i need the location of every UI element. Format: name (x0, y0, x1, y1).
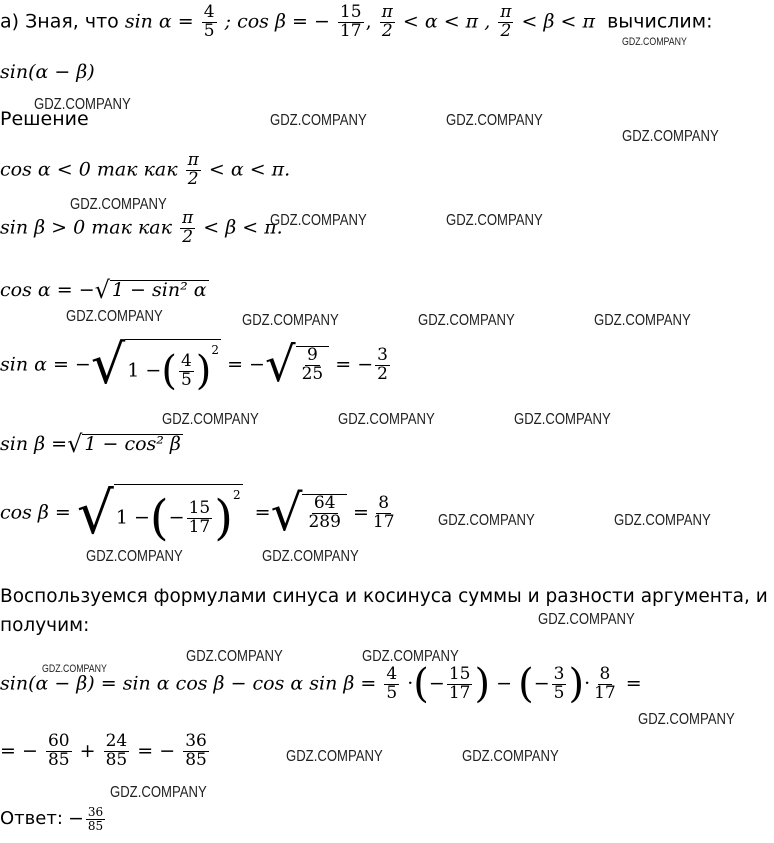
watermark: GDZ.COMPANY (42, 663, 107, 675)
answer-line: Ответ: − $\frac{36}{85}$ (0, 805, 104, 833)
watermark: GDZ.COMPANY (446, 212, 543, 229)
watermark: GDZ.COMPANY (594, 312, 691, 329)
watermark: GDZ.COMPANY (270, 212, 367, 229)
condition-tail: вычислим: (607, 10, 713, 33)
watermark: GDZ.COMPANY (622, 36, 687, 48)
solution-heading: Решение (0, 108, 89, 130)
watermark: GDZ.COMPANY (110, 784, 207, 801)
sin-alpha-calculation: sin α = −√ 1 −( $\frac{4}{5}$ )$^2$ = −√ $\frac{9}{25}$ = − $\frac{3}{2}$ (0, 333, 388, 396)
watermark: GDZ.COMPANY (242, 312, 339, 329)
watermark: GDZ.COMPANY (446, 112, 543, 129)
sin-alpha-expr: sin α = (124, 10, 194, 33)
watermark: GDZ.COMPANY (514, 411, 611, 428)
paragraph-line-2: получим: (0, 615, 90, 636)
cos-alpha-formula: cos α = −√ 1 − sin² α (0, 276, 207, 304)
watermark: GDZ.COMPANY (614, 512, 711, 529)
cond1-fraction: $\frac{\pi}{2}$ (381, 2, 393, 41)
cos-alpha-sign-line: cos α < 0 так как $\frac{\pi}{2}$ < α < π. (0, 150, 291, 189)
watermark: GDZ.COMPANY (70, 196, 167, 213)
cos-beta-calculation: cos β = √ 1 −(− $\frac{15}{17}$ )$^2$ =√ $\frac{64}{289}$ = $\frac{8}{17}$ (0, 479, 395, 547)
watermark: GDZ.COMPANY (186, 648, 283, 665)
watermark: GDZ.COMPANY (462, 748, 559, 765)
watermark: GDZ.COMPANY (34, 96, 131, 113)
watermark: GDZ.COMPANY (270, 112, 367, 129)
watermark: GDZ.COMPANY (86, 548, 183, 565)
cond2-rest: < β < π (521, 10, 595, 33)
paragraph-line-1: Воспользуемся формулами синуса и косинуса суммы и разности аргумента, и (0, 586, 768, 607)
sin-alpha-fraction: $\frac{4}{5}$ (203, 2, 215, 41)
cond2-fraction: $\frac{\pi}{2}$ (500, 2, 512, 41)
condition-line: а) Зная, что sin α = $\frac{4}{5}$ ; cos β = − $\frac{15}{17}$ , $\frac{\pi}{2}$ < α < π , $\frac{\pi}{2}$ < β < π вычислим: (0, 2, 713, 41)
watermark: GDZ.COMPANY (622, 128, 719, 145)
watermark: GDZ.COMPANY (438, 512, 535, 529)
final-sum: = − $\frac{60}{85}$ + $\frac{24}{85}$ = − $\frac{36}{85}$ (0, 731, 207, 770)
watermark: GDZ.COMPANY (338, 411, 435, 428)
answer-label: Ответ: (0, 808, 63, 830)
cond1-rest: < α < π , (402, 10, 491, 33)
watermark: GDZ.COMPANY (162, 411, 259, 428)
cos-beta-fraction: $\frac{15}{17}$ (339, 2, 362, 41)
watermark: GDZ.COMPANY (638, 711, 735, 728)
watermark: GDZ.COMPANY (286, 748, 383, 765)
target-expression: sin(α − β) (0, 61, 95, 83)
sin-beta-formula: sin β =√ 1 − cos² β (0, 430, 181, 458)
final-expression: sin(α − β) = sin α cos β − cos α sin β = $\frac{4}{5}$ ·(− $\frac{15}{17}$ ) − (− $\frac{3}{5}$ )· $\frac{8}{17}$ = (0, 661, 642, 707)
condition-label: а) Зная, что (0, 10, 119, 33)
watermark: GDZ.COMPANY (362, 648, 459, 665)
watermark: GDZ.COMPANY (66, 308, 163, 325)
watermark: GDZ.COMPANY (262, 548, 359, 565)
sin-beta-sign-line: sin β > 0 так как $\frac{\pi}{2}$ < β < π. (0, 208, 283, 247)
watermark: GDZ.COMPANY (538, 611, 635, 628)
cos-beta-expr: ; cos β = − (224, 10, 330, 33)
watermark: GDZ.COMPANY (418, 312, 515, 329)
answer-fraction: $\frac{36}{85}$ (87, 805, 104, 833)
